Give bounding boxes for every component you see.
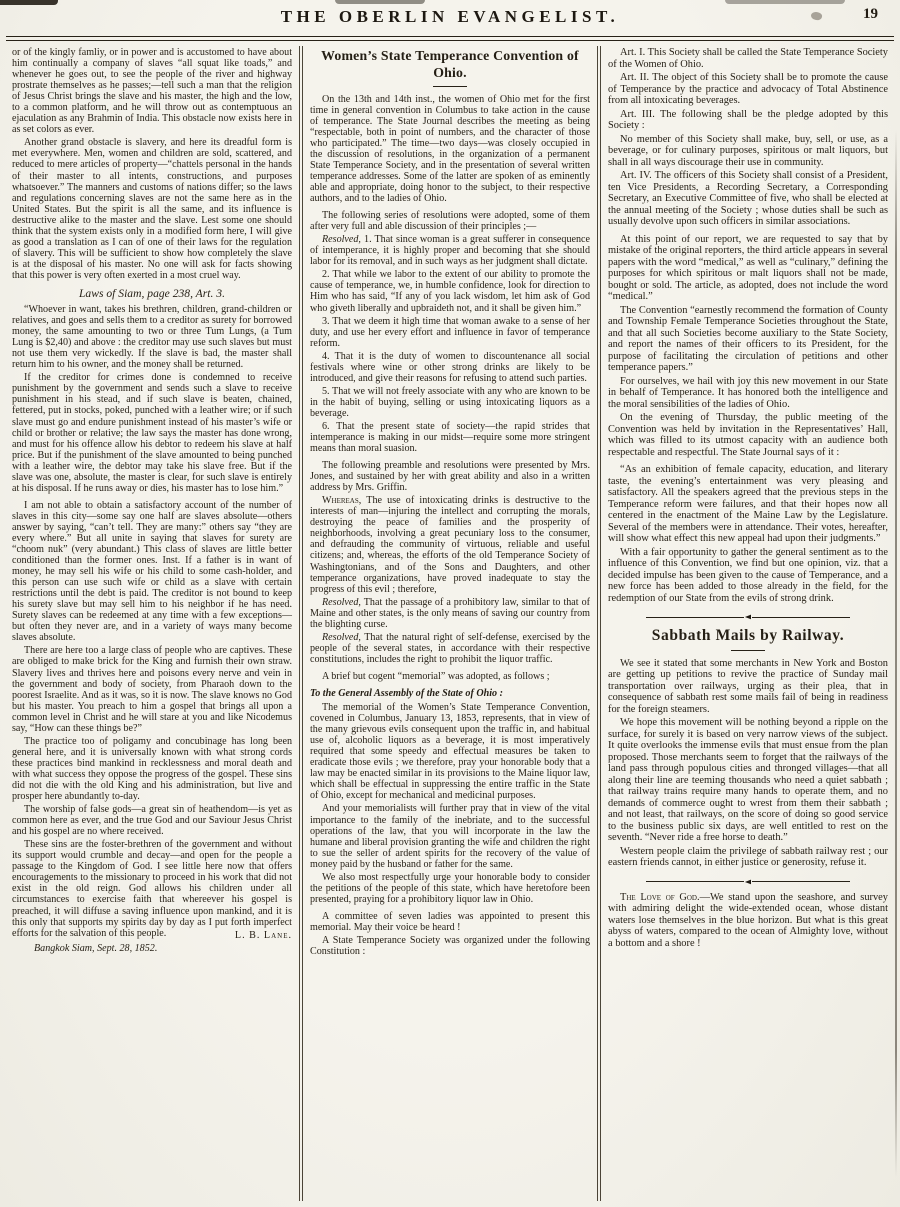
- column-1-siam-letter: [5, 46, 299, 1201]
- article-heading: Sabbath Mails by Railway.: [651, 627, 845, 644]
- paragraph: Another grand obstacle is slavery, and here its dreadful form is met everywhere. Men, women and children are sold, scattered, and reduced to mere articles of property—“chattels personal in the hands of their master to all intents, constructions, and purposes whatsoever.” The manners and customs of nations differ; so the laws and regulations concerning slaves are not the same here as in the United States. But the spirit is all the same, and its influence is destructive alike to the master and the slave. Lest some one should think that the system exists only in a modified form here, I will give as good a translation as I can of one of their laws for the regulation of slavery. This will be sufficient to show how completely the slave is at the disposal of his master. No one will ask for facts showing that this power is very often exerted in a most cruel way.: [12, 137, 292, 281]
- column-divider: [299, 46, 303, 1201]
- paragraph: For ourselves, we hail with joy this new movement in our State in behalf of Temperance. It has honored both the intelligence and the moral sensibilities of the ladies of Ohio.: [608, 375, 888, 410]
- paragraph: On the 13th and 14th inst., the women of Ohio met for the first time in general convention in Columbus to take action in the cause of temperance. The State Journal describes the meeting as being “respectable, both in point of numbers, and the character of those who participated.” The time—two days—was closely occupied in the discussion of resolutions, in the organization of a permanent State Temperance Society, and in the presentation of several written temperance addresses. Some of the latter are spoken of as eminently able and appropriate, doing honor to the subject, to their respective authors, and to the ladies of Ohio.: [310, 93, 590, 205]
- paragraph: These sins are the foster-brethren of the government and without its support would crumble and decay—and open for the people a passage to the Kingdom of God. I see little here now that offers encouragements to the missionary to proceed in his work that did not exist in the old reign. God allows his children under all circumstances to exercise faith that whereever his gospel is preached, it will diffuse a saving influence upon mankind, and it is this only that supports my spirits day by day as I put forth imperfect efforts for the salvation of this people.: [12, 839, 292, 939]
- arrow-ornament-icon: ◀: [744, 877, 752, 885]
- filler-paragraph: The Love of God.—We stand upon the seashore, and survey with admiring delight the wide-extended ocean, whose distant waters lose themselves in the blue horizon. But what is this great abyss of waters, compared to the ocean of Almighty love, without a bottom and a shore !: [608, 891, 888, 949]
- resolution: Resolved, 1. That since woman is a great sufferer in consequence of intemperance, it is highly proper and becoming that she should labor for its removal, and in such ways as her judgment shall dictate.: [310, 234, 590, 268]
- paragraph: On the evening of Thursday, the public meeting of the Convention was held by invitation in the Representatives’ Hall, which was filled to its utmost capacity with an audience both respectable and respectful. The State Journal says of it :: [608, 412, 888, 458]
- arrow-ornament-icon: ◀: [744, 613, 752, 620]
- section-divider: [646, 613, 850, 621]
- paragraph: A committee of seven ladies was appointed to present this memorial. May their voice be heard !: [310, 910, 590, 933]
- paragraph: The practice too of poligamy and concubinage has long been general here, and it is universally known with what strong cords these practices bind mankind in recklessness and moral death and with what success they oppose the progress of the gospel. These sins did not die with the old King and his administration, but live and prosper here abundantly to-day.: [12, 735, 292, 803]
- paragraph: And your memorialists will further pray that in view of the vital importance to the family of the inebriate, and to the successful operations of the law, that you will incorporate in the law the humane and liberal provision granting the wife and children the right to sue the seller of ardent spirits for the recovery of the value of money paid by the husband or father for the same.: [310, 803, 590, 870]
- paragraph: or of the kingly famliy, or in power and is accustomed to have about him continually a company of slaves “all squat like toads,” and whenever he goes out, to see the people of the river and highway prostrate themselves as he passes;—tell such a man that the religion of Jesus Christ brings the slave and his master, the high and the low, to a common platform, and he will throw out as contemptuous an ejaculation as any Brahmin of India. This obstacle now exists here in as set colors as ever.: [12, 47, 292, 136]
- paragraph: The following preamble and resolutions were presented by Mrs. Jones, and sustained by her with great ability and also in a written address by Mrs. Griffin.: [310, 460, 590, 494]
- scan-artifact: [0, 0, 58, 5]
- section-divider: [646, 878, 850, 886]
- pledge-text: No member of this Society shall make, buy, sell, or use, as a beverage, or for culinary purposes, spiritous or malt liquors, but shall in all ways discourage their use in community.: [608, 133, 888, 168]
- resolution: 5. That we will not freely associate with any who are known to be in the habit of buying, selling or using intoxicating liquors as a beverage.: [310, 385, 590, 419]
- page-number: 19: [863, 6, 878, 22]
- memorial-address: To the General Assembly of the State of Ohio :: [310, 688, 503, 699]
- paragraph: The worship of false gods—a great sin of heathendom—is yet as common here as ever, and the true God and our Saviour Jesus Christ and his gospel are no where received.: [12, 804, 292, 838]
- masthead-rule: [6, 36, 894, 41]
- paragraph: “As an exhibition of female capacity, education, and literary taste, the evening’s entertainment was very pleasing and satisfactory. All the speakers agreed that the previous steps in the Temperance reform were failures, and that their hopes now all centered in the enactment of the Maine Law by the Legislature. Several of the members were in attendance. Their votes, hereafter, will show what effect this new appeal had upon their judgments.”: [608, 464, 888, 544]
- resolution: 4. That it is the duty of women to discountenance all social festivals where wine or other strong drinks are likely to be introduced, and give their reasons for refusing to attend such parties.: [310, 350, 590, 384]
- scan-artifact: [895, 130, 897, 1177]
- column-2-temperance-convention: [303, 46, 597, 1201]
- resolution: 6. That the present state of society—the rapid strides that intemperance is making in our midst—require some more stringent means than moral suasion.: [310, 420, 590, 455]
- paragraph: The memorial of the Women’s State Temperance Convention, covened in Columbus, January 13, 1853, represents, that in view of the many grievous evils consequent upon the traffic in, and habitual use of, alcoholic liquors as a beverage, it is most imperatively required that some speedy and effectual measures be taken to eradicate those evils ; we therefore, pray your honorable body that a law may be enacted similar in its provisions to the Maine liquor law, which shall be effectual in suppressing the entire traffic in the State of Ohio, except for mechanical and medicinal purposes.: [310, 702, 590, 802]
- paragraph: The following series of resolutions were adopted, some of them after very full and able discussion of their principles ;—: [310, 210, 590, 233]
- resolution: 2. That while we labor to the extent of our ability to promote the cause of temperance, we, in humble confidence, look for direction to Him who has said, “If any of you lack wisdom, let him ask of God who giveth liberally and upbraideth not, and it shall be given him.”: [310, 269, 590, 314]
- article-clause: Art. IV. The officers of this Society shall consist of a President, ten Vice Presidents, a Recording Secretary, a Corresponding Secretary, an Executive Committee of five, who shall be elected at the annual meeting of the Society ; whose duties shall be such as usually devolve upon such officers in similar associations.: [608, 170, 888, 227]
- paragraph: At this point of our report, we are requested to say that by mistake of the original reporters, the third article appears in several papers with the word “medical,” as well as “culinary,” defining the purposes for which spiritous or malt liquors shall not be made, bought or sold. The article, as adopted, does not include the word “medical.”: [608, 233, 888, 302]
- paragraph: With a fair opportunity to gather the general sentiment as to the influence of this Convention, we find but one opinion, viz. that a decided impulse has been given to the cause of Temperance, and a new force has been added to those already in the field, for the redemption of our State from the evils of strong drink.: [608, 546, 888, 604]
- paragraph: We also most respectfully urge your honorable body to consider the petitions of the people of this state, which have heretofore been presented, praying for a prohibitory liquor law in Ohio.: [310, 871, 590, 905]
- scan-artifact: [725, 0, 845, 4]
- paragraph: I am not able to obtain a satisfactory account of the number of slaves in this city—some say one half are slaves absolute—others answer by saying, “can’t tell. They are many:” others say “they are every where.” But all unite in saying that slaves for surety are “choom nuk” (very abundant.) This class of slaves are little better conditioned than the former ones. Inst. If a father is in want of money, he may sell his wife or his child to some cash-holder, and this person can use such wife or child as a slave with certain restrictions until the debt is paid. The creditor is not bound to keep his surety slave but may sell him to his neighbor if he has need. Surety slaves can be redeemed at any time with a few exceptions—but often they never are, and in a variety of ways many become slaves absolute.: [12, 499, 292, 644]
- preamble: Whereas, The use of intoxicating drinks is destructive to the interests of man—injuring the intellect and corrupting the morals, destroying the peace of families and the prosperity of neighborhoods, involving a great pecuniary loss to the consumer, and defrauding the community of virtuous, reliable and useful citizens; and, whereas, the efforts of the old Temperance Society of Washingtonians, and of the Sons and Daughters, and other temperance organizations, have proved inadequate to stay the progress of this evil ; therefore,: [310, 495, 590, 595]
- paragraph: The Convention “earnestly recommend the formation of County and Township Female Temperance Societies throughout the State, and that all such Societies become auxiliary to the State Society, and report the names of their officers to its President, for the purpose of facilitating the circulation of petitions and other temperance papers.”: [608, 304, 888, 373]
- article-clause: Art. I. This Society shall be called the State Temperance Society of the Women of Ohio.: [608, 47, 888, 70]
- paragraph: We hope this movement will be nothing beyond a ripple on the surface, for surely it is based on very narrow views of the subject. It quite overlooks the immense evils that must ensue from the plan proposed. Those merchants seem to forget that the railways of the land pass through populous cities and thronged villages—that all along their line are teeming thousands who need a quiet sabbath ; that railway trains require many hands to operate them, and no demands of commerce ought to wrest from them their sabbath ; and not least, that railways, on the score of doing so good service to the business public six days, are well entitled to rest on the seventh. “Never ride a free horse to death.”: [608, 717, 888, 844]
- article-clause: Art. III. The following shall be the pledge adopted by this Society :: [608, 108, 888, 131]
- paragraph: A State Temperance Society was organized under the following Constitution :: [310, 934, 590, 958]
- paragraph: Western people claim the privilege of sabbath railway rest ; our eastern friends cannot, in either justice or generosity, refuse it.: [608, 845, 888, 869]
- paragraph: A brief but cogent “memorial” was adopted, as follows ;: [322, 670, 550, 682]
- resolution: Resolved, That the passage of a prohibitory law, similar to that of Maine and other states, is the only means of saving our country from the blighting curse.: [310, 596, 590, 630]
- dateline: Bangkok Siam, Sept. 28, 1852.: [34, 942, 158, 954]
- author-signature: L. B. Lane.: [234, 929, 292, 941]
- scan-artifact: [335, 0, 425, 4]
- paragraph: If the creditor for crimes done is condemned to receive punishment by the government and sends such a slave to receive punishment in his stead, and if such slave is beaten, chained, fettered, put in stocks, poked, punched with a leather wire; or if such slave must go and endure punishment instead of his master’s wife or child or brother or relative; the law says the master has done wrong, and must for his offence allow his debtor to redeem his slave at half price. But if the punishment of the slave amounted to being punched with a leather wire, the debtor may take his slave free. But if the slave was one, absolute, the master is clear, for such slave is entirely at his disposal. If he runs away or dies, his master has to lose him.”: [12, 372, 292, 494]
- column-3-constitution-and-mails: [601, 46, 895, 1201]
- column-divider: [597, 46, 601, 1201]
- law-heading: Laws of Siam, page 238, Art. 3.: [78, 286, 225, 300]
- resolution: Resolved, That the natural right of self-defense, exercised by the people of the several states, in accordance with their respective constitutions, includes the right to prohibit the liquor traffic.: [310, 631, 590, 665]
- article-heading: Women’s State Temperance Convention of Ohio.: [321, 48, 579, 80]
- article-clause: Art. II. The object of this Society shall be to promote the cause of Temperance by the practice and advocacy of Total Abstinence from all intoxicating beverages.: [608, 72, 888, 106]
- heading-rule: [433, 86, 467, 87]
- paragraph: There are here too a large class of people who are captives. These are obliged to make brick for the King and furnish their own straw. Slavery lives and thrives here and poisons every nerve and vein in the government and body of society, from Pharaoh down to the poorest Israelite. And as it was, so it is now. The slave knows no God but his master. You preach to him a gospel that brings all upon a common level in Christ and he will stare at you and like Nicodemus say, “How can these things be?”: [12, 645, 292, 734]
- resolution: 3. That we deem it high time that woman awake to a sense of her duty, and use her every effort and influence in favor of temperance reform.: [310, 315, 590, 349]
- masthead-title: THE OBERLIN EVANGELIST.: [280, 7, 620, 26]
- column-layout: [5, 46, 895, 1201]
- heading-rule: [731, 650, 765, 651]
- paragraph: “Whoever in want, takes his brethren, children, grand-children or relatives, and goes and sells them to a creditor as surety for borrowed money, the same amounting to two or three Tum Lungs, (a Tum Lung is $2,40) and above : the creditor may use such slaves but must not use them very wickedly. If the slave is bad, the master shall return him to his owner, and the money shall be returned.: [12, 304, 293, 371]
- paragraph: We see it stated that some merchants in New York and Boston are getting up petitions to revive the practice of Sunday mail transportation over railways, urging as their plea, that in consequence of sabbath rest some mails fail of being in readiness for the foreign steamers.: [608, 657, 888, 715]
